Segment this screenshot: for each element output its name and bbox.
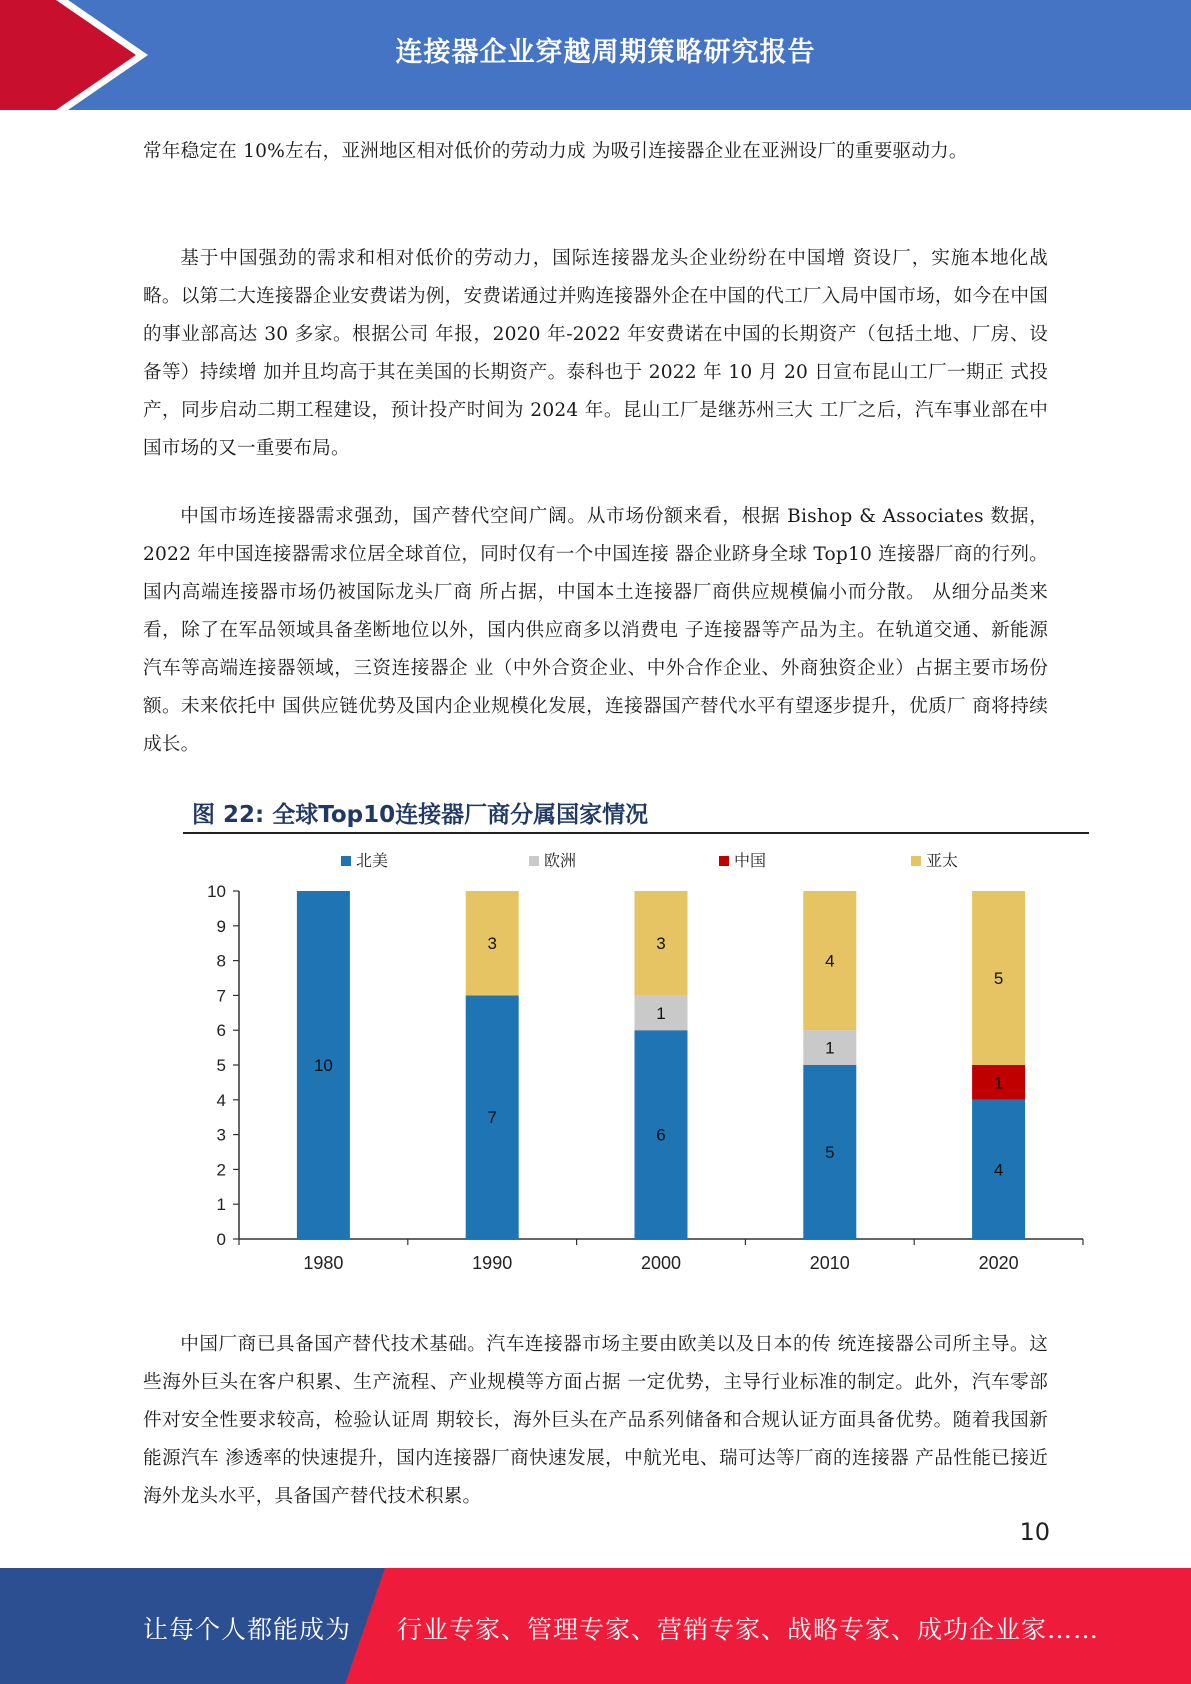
footer-slogan-left: 让每个人都能成为 <box>143 1615 352 1644</box>
y-tick-label: 3 <box>216 1125 226 1145</box>
data-label: 1 <box>656 1003 666 1023</box>
legend-label: 欧洲 <box>544 851 577 870</box>
y-tick-label: 4 <box>216 1090 226 1110</box>
header-title: 连接器企业穿越周期策略研究报告 <box>395 37 816 68</box>
page-number: 10 <box>1019 1518 1050 1546</box>
data-label: 3 <box>656 934 666 954</box>
y-tick-label: 1 <box>216 1195 226 1215</box>
paragraph-1 <box>143 133 1048 171</box>
data-label: 4 <box>993 1160 1004 1180</box>
data-label: 10 <box>313 1056 333 1075</box>
data-label: 6 <box>656 1125 666 1145</box>
figure-title: 图 22: 全球Top10连接器厂商分属国家情况 <box>192 802 649 828</box>
x-tick-label: 1980 <box>303 1253 344 1273</box>
data-label: 7 <box>487 1108 497 1128</box>
x-tick-label: 2020 <box>978 1253 1019 1273</box>
paragraph-3 <box>143 498 1048 764</box>
y-tick-label: 8 <box>216 951 226 971</box>
y-tick-label: 9 <box>216 916 226 936</box>
data-label: 5 <box>993 969 1004 988</box>
x-tick-label: 1990 <box>472 1253 513 1273</box>
stacked-bar-chart <box>183 840 1089 1280</box>
legend-swatch <box>719 856 729 866</box>
page-header <box>0 0 1191 110</box>
figure-title-rule <box>183 832 1089 834</box>
data-label: 4 <box>825 951 835 971</box>
y-tick-label: 6 <box>216 1021 226 1041</box>
paragraph-2 <box>143 240 1048 468</box>
legend-label: 亚太 <box>926 851 959 870</box>
y-tick-label: 10 <box>207 882 226 901</box>
data-label: 5 <box>825 1143 835 1162</box>
y-tick-label: 5 <box>216 1056 226 1075</box>
paragraph-text: 基于中国强劲的需求和相对低价的劳动力，国际连接器龙头企业纷纷在中国增 资设厂，实施本地化战略。以第二大连接器企业安费诺为例，安费诺通过并购连接器外企在中国的代工厂入局中国市场，如今在中国的事业部高达 30 多家。根据公司 年报，2020 年-2022 年安费诺在中国的长期资产（包括土地、厂房、设备等）持续增 加并且均高于其在美国的长期资产。泰科也于 2022 年 10 月 20 日宣布昆山工厂一期正 式投产，同步启动二期工程建设，预计投产时间为 2024 年。昆山工厂是继苏州三大 工厂之后，汽车事业部在中国市场的又一重要布局。 <box>143 248 1048 459</box>
data-label: 1 <box>825 1038 835 1058</box>
legend-swatch <box>911 856 921 866</box>
footer-slogan-right: 行业专家、管理专家、营销专家、战略专家、成功企业家…… <box>397 1615 1100 1644</box>
legend-label: 中国 <box>734 851 767 870</box>
x-tick-label: 2000 <box>640 1253 682 1273</box>
legend-label: 北美 <box>356 851 389 870</box>
paragraph-text: 中国厂商已具备国产替代技术基础。汽车连接器市场主要由欧美以及日本的传 统连接器公司所主导。这些海外巨头在客户积累、生产流程、产业规模等方面占据 一定优势，主导行业标准的制定。此外，汽车零部件对安全性要求较高，检验认证周 期较长，海外巨头在产品系列储备和合规认证方面具备优势。随着我国新能源汽车 渗透率的快速提升，国内连接器厂商快速发展，中航光电、瑞可达等厂商的连接器 产品性能已接近海外龙头水平，具备国产替代技术积累。 <box>143 1334 1048 1507</box>
data-label: 3 <box>487 934 497 954</box>
legend-swatch <box>341 856 351 866</box>
data-label: 1 <box>993 1073 1004 1093</box>
y-tick-label: 7 <box>216 986 226 1006</box>
y-tick-label: 2 <box>216 1160 226 1180</box>
legend-swatch <box>529 856 539 866</box>
x-tick-label: 2010 <box>809 1253 850 1273</box>
paragraph-4 <box>143 1326 1048 1516</box>
y-tick-label: 0 <box>216 1230 226 1249</box>
paragraph-text: 常年稳定在 10%左右，亚洲地区相对低价的劳动力成 为吸引连接器企业在亚洲设厂的重要驱动力。 <box>143 141 968 162</box>
page-footer <box>0 1568 1191 1684</box>
paragraph-text: 中国市场连接器需求强劲，国产替代空间广阔。从市场份额来看，根据 Bishop & Associates 数据，2022 年中国连接器需求位居全球首位，同时仅有一个中国连接 器企业跻身全球 Top10 连接器厂商的行列。国内高端连接器市场仍被国际龙头厂商 所占据，中国本土连接器厂商供应规模偏小而分散。 从细分品类来看，除了在军品领域具备垄断地位以外，国内供应商多以消费电 子连接器等产品为主。在轨道交通、新能源汽车等高端连接器领域，三资连接器企 业（中外合资企业、中外合作企业、外商独资企业）占据主要市场份额。未来依托中 国供应链优势及国内企业规模化发展，连接器国产替代水平有望逐步提升，优质厂 商将持续成长。 <box>143 506 1048 755</box>
